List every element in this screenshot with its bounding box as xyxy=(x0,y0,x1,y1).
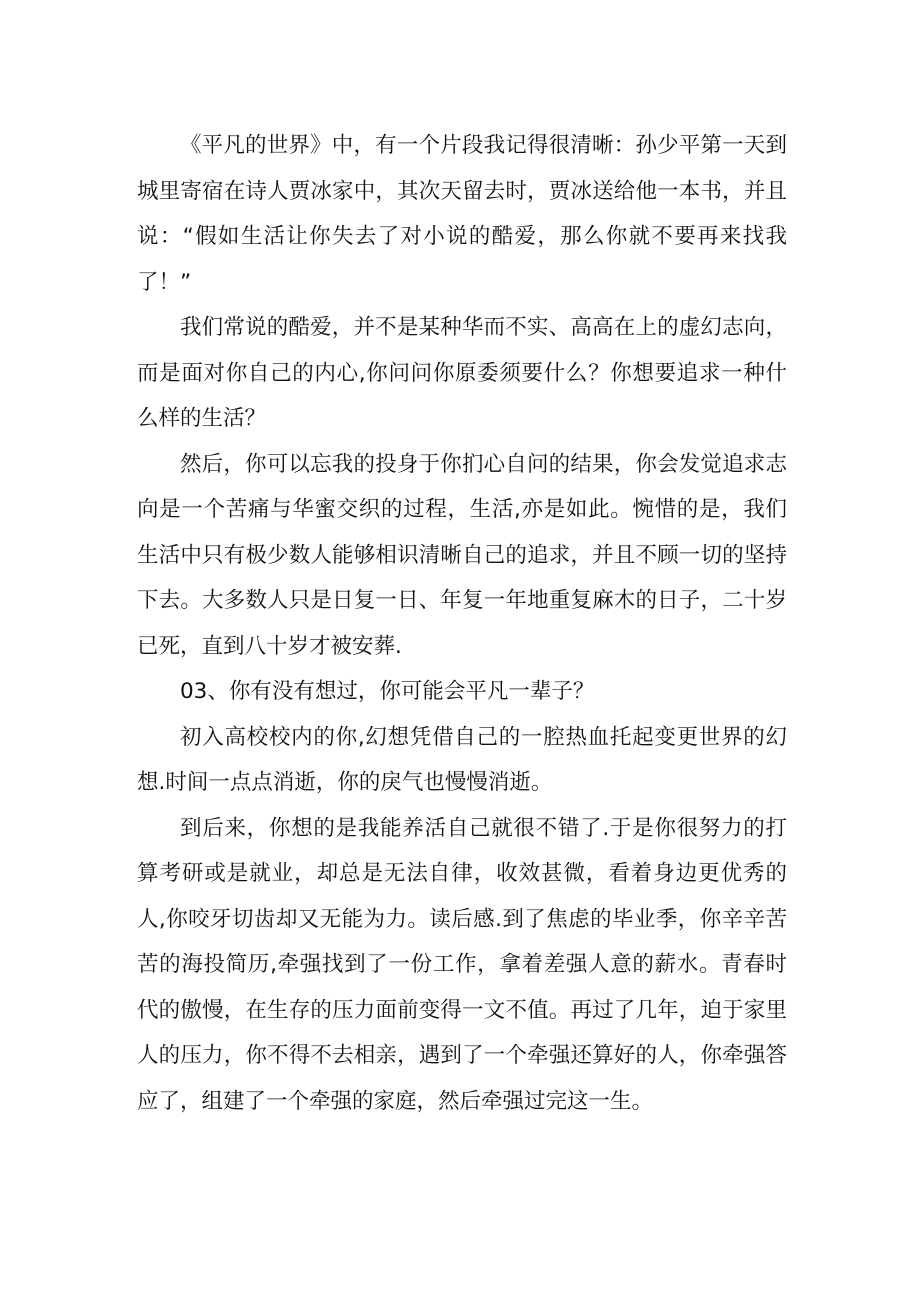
paragraph-1: 《平凡的世界》中，有一个片段我记得很清晰：孙少平第一天到城里寄宿在诗人贾冰家中，其次天留去时，贾冰送给他一本书，并且说：“假如生活让你失去了对小说的酷爱，那么你就不要再来找我了！” xyxy=(137,133,787,295)
document-body xyxy=(137,123,787,1124)
paragraph-2: 我们常说的酷爱，并不是某种华而不实、高高在上的虚幻志向，而是面对你自己的内心,你问问你原委须要什么？你想要追求一种什么样的生活？ xyxy=(137,315,787,431)
paragraph-4: 初入高校校内的你,幻想凭借自己的一腔热血托起变更世界的幻想.时间一点点消逝，你的戾气也慢慢消逝。 xyxy=(137,724,787,795)
paragraph-3: 然后，你可以忘我的投身于你扪心自问的结果，你会发觉追求志向是一个苦痛与华蜜交织的过程，生活,亦是如此。惋惜的是，我们生活中只有极少数人能够相识清晰自己的追求，并且不顾一切的坚持下去。大多数人只是日复一日、年复一年地重复麻木的日子，二十岁已死，直到八十岁才被安葬. xyxy=(137,451,787,659)
section-heading-03: 03、你有没有想过，你可能会平凡一辈子？ xyxy=(180,679,595,704)
paragraph-5: 到后来，你想的是我能养活自己就很不错了.于是你很努力的打算考研或是就业，却总是无法自律，收效甚微，看着身边更优秀的人,你咬牙切齿却又无能为力。读后感.到了焦虑的毕业季，你辛辛苦苦的海投简历,牵强找到了一份工作，拿着差强人意的薪水。青春时代的傲慢，在生存的压力面前变得一文不值。再过了几年，迫于家里人的压力，你不得不去相亲，遇到了一个牵强还算好的人，你牵强答应了，组建了一个牵强的家庭，然后牵强过完这一生。 xyxy=(137,815,787,1114)
